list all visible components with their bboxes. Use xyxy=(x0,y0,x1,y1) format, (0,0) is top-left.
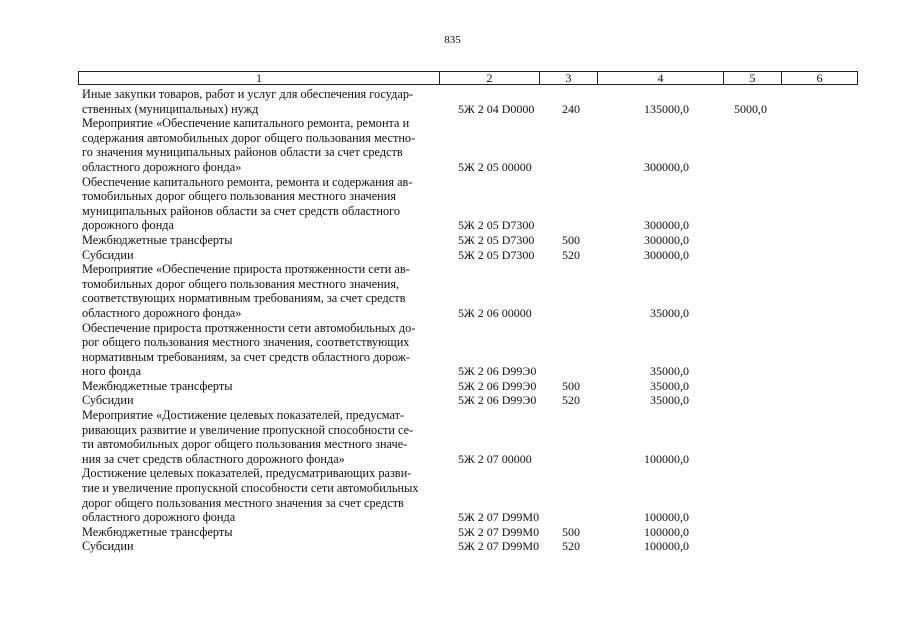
table-row xyxy=(82,466,858,524)
row-amount: 135000,0 xyxy=(644,101,689,116)
row-code: 5Ж 2 07 00000 xyxy=(458,451,532,466)
description-line: Мероприятие «Обеспечение прироста протяженности сети ав- xyxy=(82,262,410,277)
row-amount: 300000,0 xyxy=(644,247,689,262)
row-description xyxy=(82,321,440,379)
description-line: Субсидии xyxy=(82,539,134,554)
row-expense-type: 520 xyxy=(562,393,580,408)
description-line: соответствующих нормативным требованиям, за счет средств xyxy=(82,291,406,306)
table-row xyxy=(82,175,858,233)
row-amount: 100000,0 xyxy=(644,539,689,554)
row-expense-type: 520 xyxy=(562,539,580,554)
row-description xyxy=(82,466,440,524)
description-line: ти автомобильных дорог общего пользования местного значе- xyxy=(82,437,408,452)
table-row xyxy=(82,408,858,466)
description-line: Субсидии xyxy=(82,247,134,262)
row-amount-col5: 5000,0 xyxy=(734,101,767,116)
row-code: 5Ж 2 07 D99M0 xyxy=(458,539,540,554)
row-description xyxy=(82,525,440,540)
description-line: муниципальных районов области за счет средств областного xyxy=(82,203,401,218)
row-amount: 100000,0 xyxy=(644,451,689,466)
description-line: томобильных дорог общего пользования местного значения xyxy=(82,189,396,204)
row-code: 5Ж 2 05 D7300 xyxy=(458,247,535,262)
row-description xyxy=(82,379,440,394)
row-amount: 35000,0 xyxy=(650,364,689,379)
description-line: Мероприятие «Достижение целевых показателей, предусмат- xyxy=(82,408,405,423)
table-row xyxy=(82,321,858,379)
row-description xyxy=(82,408,440,466)
description-line: ного фонда xyxy=(82,364,142,379)
row-description xyxy=(82,87,440,116)
description-line: содержания автомобильных дорог общего пользования местно- xyxy=(82,130,416,145)
header-col-6: 6 xyxy=(816,71,823,85)
table-row xyxy=(82,233,858,248)
table-row xyxy=(82,393,858,408)
row-amount: 100000,0 xyxy=(644,524,689,539)
description-line: тие и увеличение пропускной способности сети автомобильных xyxy=(82,481,419,496)
row-amount: 300000,0 xyxy=(644,232,689,247)
description-line: Субсидии xyxy=(82,393,134,408)
row-expense-type: 500 xyxy=(562,378,580,393)
row-code: 5Ж 2 06 D99Э0 xyxy=(458,364,537,379)
description-line: Обеспечение прироста протяженности сети автомобильных до- xyxy=(82,320,416,335)
row-description xyxy=(82,248,440,263)
row-description xyxy=(82,233,440,248)
row-code: 5Ж 2 06 00000 xyxy=(458,305,532,320)
row-expense-type: 500 xyxy=(562,524,580,539)
description-line: областного дорожного фонда» xyxy=(82,159,242,174)
description-line: ния за счет средств областного дорожного фонда» xyxy=(82,451,345,466)
description-line: рог общего пользования местного значения, соответствующих xyxy=(82,335,410,350)
row-amount: 35000,0 xyxy=(650,378,689,393)
description-line: ривающих развитие и увеличение пропускной способности се- xyxy=(82,422,414,437)
description-line: дорожного фонда xyxy=(82,218,174,233)
header-col-1: 1 xyxy=(79,72,440,84)
row-code: 5Ж 2 05 D7300 xyxy=(458,218,535,233)
table-header xyxy=(78,71,858,85)
row-expense-type: 240 xyxy=(562,101,580,116)
table-row xyxy=(82,248,858,263)
description-line: Межбюджетные трансферты xyxy=(82,524,233,539)
row-expense-type: 500 xyxy=(562,232,580,247)
description-line: Достижение целевых показателей, предусматривающих разви- xyxy=(82,466,412,481)
header-col-4: 4 xyxy=(598,72,724,84)
row-description xyxy=(82,393,440,408)
table-row xyxy=(82,87,858,116)
table-row xyxy=(82,379,858,394)
header-col-2: 2 xyxy=(440,72,540,84)
row-code: 5Ж 2 06 D99Э0 xyxy=(458,378,537,393)
row-code: 5Ж 2 07 D99M0 xyxy=(458,524,540,539)
row-amount: 100000,0 xyxy=(644,510,689,525)
description-line: Межбюджетные трансферты xyxy=(82,378,233,393)
description-line: Иные закупки товаров, работ и услуг для обеспечения государ- xyxy=(82,87,414,101)
description-line: томобильных дорог общего пользования местного значения, xyxy=(82,276,400,291)
description-line: ственных (муниципальных) нужд xyxy=(82,101,259,116)
table-row xyxy=(82,525,858,540)
header-col-5: 5 xyxy=(724,72,782,84)
row-description xyxy=(82,116,440,174)
table-body xyxy=(82,87,858,554)
table-row xyxy=(82,116,858,174)
row-description xyxy=(82,262,440,320)
description-line: го значения муниципальных районов области за счет средств xyxy=(82,145,403,160)
row-code: 5Ж 2 04 D0000 xyxy=(458,101,535,116)
header-col-3: 3 xyxy=(540,72,598,84)
row-code: 5Ж 2 07 D99M0 xyxy=(458,510,540,525)
row-code: 5Ж 2 05 00000 xyxy=(458,159,532,174)
page-number: 835 xyxy=(444,34,461,46)
row-code: 5Ж 2 05 D7300 xyxy=(458,232,535,247)
table-row xyxy=(82,262,858,320)
table-row xyxy=(82,539,858,554)
row-description xyxy=(82,539,440,554)
description-line: нормативным требованиям, за счет средств областного дорож- xyxy=(82,349,411,364)
row-expense-type: 520 xyxy=(562,247,580,262)
description-line: областного дорожного фонда» xyxy=(82,305,242,320)
description-line: Мероприятие «Обеспечение капитального ремонта, ремонта и xyxy=(82,116,410,131)
row-amount: 300000,0 xyxy=(644,159,689,174)
description-line: Обеспечение капитального ремонта, ремонта и содержания ав- xyxy=(82,174,413,189)
description-line: Межбюджетные трансферты xyxy=(82,232,233,247)
row-amount: 35000,0 xyxy=(650,393,689,408)
row-amount: 35000,0 xyxy=(650,305,689,320)
description-line: дорог общего пользования местного значения за счет средств xyxy=(82,495,404,510)
row-description xyxy=(82,175,440,233)
row-amount: 300000,0 xyxy=(644,218,689,233)
row-code: 5Ж 2 06 D99Э0 xyxy=(458,393,537,408)
description-line: областного дорожного фонда xyxy=(82,510,236,525)
